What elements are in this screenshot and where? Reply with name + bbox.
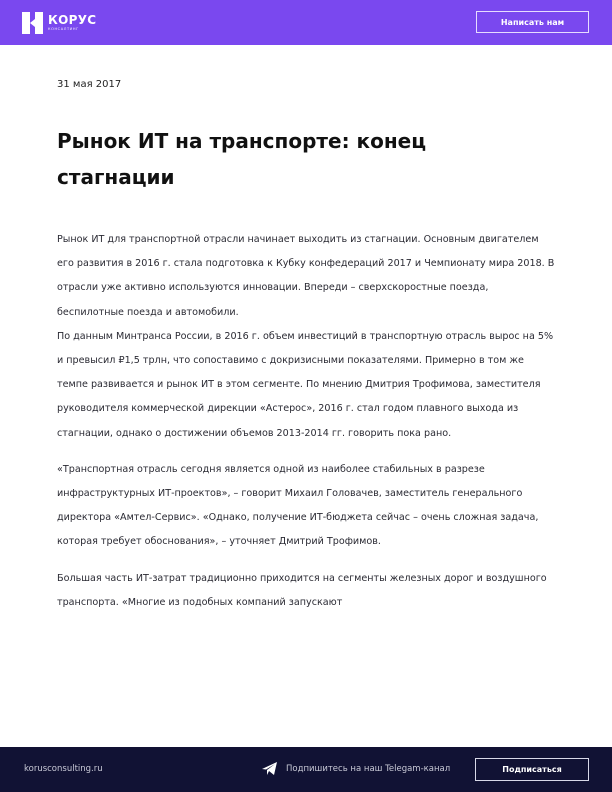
article-paragraph: «Транспортная отрасль сегодня является одной из наиболее стабильных в разрезе инфраструктурных ИТ-проектов», – говорит Михаил Головачев, заместитель генерального директора «Амтел-Сервис». «Однако, получение ИТ-бюджета сейчас – очень сложная задача, которая требует обоснования», – уточняет Дмитрий Трофимов.: [57, 463, 539, 548]
site-footer: [0, 747, 612, 792]
contact-us-button[interactable]: Написать нам: [476, 11, 589, 33]
logo-name: КОРУС: [48, 13, 97, 27]
article-body: [57, 228, 557, 615]
article-paragraph: Большая часть ИТ-затрат традиционно приходится на сегменты железных дорог и воздушного транспорта. «Многие из подобных компаний запускают: [57, 572, 547, 608]
article-paragraph: Рынок ИТ для транспортной отрасли начинает выходить из стагнации. Основным двигателем его развития в 2016 г. стала подготовка к Кубку конфедераций 2017 и Чемпионату мира 2018. В отрасли уже активно используются инновации. Впереди – сверхскоростные поезда, беспилотные поезда и автомобили.: [57, 234, 555, 318]
subscribe-button[interactable]: Подписаться: [475, 758, 589, 781]
logo-subtitle: КОНСАЛТИНГ: [48, 27, 79, 31]
article-title: Рынок ИТ на транспорте: конец стагнации: [57, 129, 427, 189]
telegram-subscribe-text[interactable]: Подпишитесь на наш Telegam-канал: [286, 764, 451, 774]
site-link[interactable]: korusconsulting.ru: [24, 764, 103, 774]
article-date: 31 мая 2017: [57, 79, 122, 90]
site-header: [0, 0, 612, 45]
logo[interactable]: [22, 11, 96, 35]
article-paragraph: По данным Минтранса России, в 2016 г. объем инвестиций в транспортную отрасль вырос на 5% и превысил ₽1,5 трлн, что сопоставимо с докризисными показателями. Примерно в том же темпе развивается и рынок ИТ в этом сегменте. По мнению Дмитрия Трофимова, заместителя руководителя коммерческой дирекции «Астерос», 2016 г. стал годом плавного выхода из стагнации, однако о достижении объемов 2013-2014 гг. говорить пока рано.: [57, 330, 554, 439]
telegram-icon[interactable]: [262, 762, 278, 776]
logo-icon: [22, 12, 43, 34]
